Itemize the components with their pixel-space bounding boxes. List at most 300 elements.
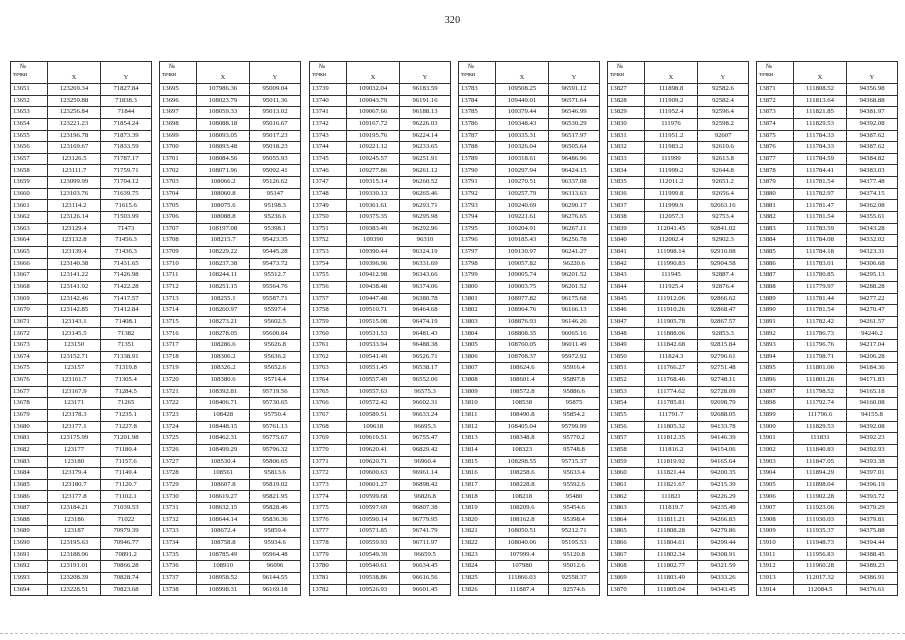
point-number-cell: 13819 xyxy=(459,503,496,515)
point-number-cell: 13901 xyxy=(757,433,794,445)
point-number-cell: 13877 xyxy=(757,153,794,165)
table-row xyxy=(310,537,451,549)
x-coordinate-cell: 109551.45 xyxy=(347,363,400,375)
table-row xyxy=(160,305,301,317)
x-coordinate-cell: 111811.21 xyxy=(645,514,698,526)
x-coordinate-cell: 108672.4 xyxy=(197,526,250,538)
point-number-cell: 13733 xyxy=(160,526,197,538)
x-coordinate-cell: 108428 xyxy=(197,409,250,421)
x-coordinate-cell: 123259.88 xyxy=(48,95,101,107)
x-coordinate-cell: 108348.8 xyxy=(496,433,549,445)
y-coordinate-cell: 94343.28 xyxy=(847,223,898,235)
table-row xyxy=(459,118,600,130)
x-coordinate-cell: 111808.28 xyxy=(645,526,698,538)
point-number-cell: 13838 xyxy=(608,212,645,224)
point-number-cell: 13787 xyxy=(459,130,496,142)
y-coordinate-cell: 94393.38 xyxy=(847,456,898,468)
table-row xyxy=(757,456,898,468)
y-coordinate-cell: 71265 xyxy=(101,398,152,410)
x-coordinate-cell: 109375.35 xyxy=(347,212,400,224)
y-coordinate-cell: 94397.01 xyxy=(847,468,898,480)
y-coordinate-cell: 95750.4 xyxy=(250,409,301,421)
x-coordinate-cell: 111998.14 xyxy=(645,246,698,258)
header-point-number xyxy=(11,62,48,84)
x-coordinate-cell: 112041.45 xyxy=(645,223,698,235)
y-coordinate-cell: 95009.04 xyxy=(250,84,301,96)
y-coordinate-cell: 95836.36 xyxy=(250,514,301,526)
y-coordinate-cell: 94246.2 xyxy=(847,328,898,340)
y-coordinate-cell: 71102.1 xyxy=(101,491,152,503)
x-coordinate-cell: 111842.68 xyxy=(645,340,698,352)
point-number-cell: 13759 xyxy=(310,316,347,328)
table-row xyxy=(11,561,152,573)
point-number-cell: 13890 xyxy=(757,305,794,317)
point-number-cell: 13701 xyxy=(160,153,197,165)
table-row xyxy=(160,340,301,352)
x-coordinate-cell: 108760.05 xyxy=(496,340,549,352)
x-coordinate-cell: 123126.5 xyxy=(48,153,101,165)
table-header-row xyxy=(757,62,898,84)
coordinate-table xyxy=(10,61,148,596)
y-coordinate-cell: 95761.13 xyxy=(250,421,301,433)
table-row xyxy=(310,305,451,317)
x-coordinate-cell: 109531.53 xyxy=(347,328,400,340)
y-coordinate-cell: 95813.6 xyxy=(250,468,301,480)
point-number-cell: 13697 xyxy=(160,107,197,119)
table-row xyxy=(310,479,451,491)
table-row xyxy=(310,561,451,573)
x-coordinate-cell: 111847.05 xyxy=(794,456,847,468)
table-row xyxy=(160,223,301,235)
point-number-cell: 13869 xyxy=(608,572,645,584)
y-coordinate-cell: 71157.6 xyxy=(101,456,152,468)
x-coordinate-cell: 108406.71 xyxy=(197,398,250,410)
x-coordinate-cell: 109449.01 xyxy=(496,95,549,107)
table-row xyxy=(160,351,301,363)
table-row xyxy=(757,421,898,433)
table-row xyxy=(310,503,451,515)
x-coordinate-cell: 112002.4 xyxy=(645,235,698,247)
table-row xyxy=(608,107,749,119)
x-coordinate-cell: 108093.48 xyxy=(197,142,250,154)
x-coordinate-cell: 111923.06 xyxy=(794,503,847,515)
y-coordinate-cell: 71039.53 xyxy=(101,503,152,515)
x-coordinate-cell: 108197.08 xyxy=(197,223,250,235)
table-row xyxy=(608,421,749,433)
table-row xyxy=(459,351,600,363)
table-header-row xyxy=(459,62,600,84)
header-num-word: точки xyxy=(312,72,327,78)
point-number-cell: 13799 xyxy=(459,270,496,282)
point-number-cell: 13830 xyxy=(608,118,645,130)
y-coordinate-cell: 92728.09 xyxy=(698,386,749,398)
point-number-cell: 13804 xyxy=(459,328,496,340)
x-coordinate-cell: 123228.51 xyxy=(48,584,101,596)
x-coordinate-cell: 111784.33 xyxy=(794,130,847,142)
point-number-cell: 13821 xyxy=(459,526,496,538)
point-number-cell: 13905 xyxy=(757,479,794,491)
table-row xyxy=(608,561,749,573)
table-row xyxy=(160,549,301,561)
point-number-cell: 13744 xyxy=(310,142,347,154)
table-row xyxy=(608,491,749,503)
x-coordinate-cell: 108278.05 xyxy=(197,328,250,340)
table-row xyxy=(459,386,600,398)
table-row xyxy=(757,375,898,387)
x-coordinate-cell: 111782.97 xyxy=(794,188,847,200)
y-coordinate-cell: 94379.29 xyxy=(847,503,898,515)
x-coordinate-cell: 108040.06 xyxy=(496,537,549,549)
x-coordinate-cell: 108708.37 xyxy=(496,351,549,363)
x-coordinate-cell: 109057.82 xyxy=(496,258,549,270)
table-row xyxy=(310,107,451,119)
y-coordinate-cell: 96233.65 xyxy=(400,142,451,154)
point-number-cell: 13720 xyxy=(160,375,197,387)
point-number-cell: 13724 xyxy=(160,421,197,433)
y-coordinate-cell: 92651.2 xyxy=(698,177,749,189)
table-row xyxy=(160,433,301,445)
table-row xyxy=(459,514,600,526)
y-coordinate-cell: 92607 xyxy=(698,130,749,142)
y-coordinate-cell: 94165.64 xyxy=(698,456,749,468)
x-coordinate-cell: 111805.32 xyxy=(645,421,698,433)
table-row xyxy=(310,200,451,212)
point-number-cell: 13826 xyxy=(459,584,496,596)
point-number-cell: 13745 xyxy=(310,153,347,165)
point-number-cell: 13689 xyxy=(11,526,48,538)
point-number-cell: 13704 xyxy=(160,188,197,200)
x-coordinate-cell: 111798.52 xyxy=(794,386,847,398)
y-coordinate-cell: 95828.46 xyxy=(250,503,301,515)
x-coordinate-cell: 108084.56 xyxy=(197,153,250,165)
point-number-cell: 13781 xyxy=(310,572,347,584)
y-coordinate-cell: 95398.1 xyxy=(250,223,301,235)
point-number-cell: 13743 xyxy=(310,130,347,142)
x-coordinate-cell: 109572.42 xyxy=(347,398,400,410)
table-row xyxy=(757,293,898,305)
table-row xyxy=(160,514,301,526)
y-coordinate-cell: 95719.56 xyxy=(250,386,301,398)
table-row xyxy=(757,118,898,130)
y-coordinate-cell: 95972.92 xyxy=(549,351,600,363)
table-row xyxy=(459,537,600,549)
x-coordinate-cell: 111781.44 xyxy=(794,293,847,305)
y-coordinate-cell: 96331.69 xyxy=(400,258,451,270)
x-coordinate-cell: 109538.86 xyxy=(347,572,400,584)
y-coordinate-cell: 71319.8 xyxy=(101,363,152,375)
x-coordinate-cell: 109396.96 xyxy=(347,258,400,270)
point-number-cell: 13882 xyxy=(757,212,794,224)
point-number-cell: 13678 xyxy=(11,398,48,410)
table-row xyxy=(160,456,301,468)
table-row xyxy=(11,549,152,561)
y-coordinate-cell: 96741.79 xyxy=(400,526,451,538)
table-row xyxy=(608,223,749,235)
y-coordinate-cell: 95017.23 xyxy=(250,130,301,142)
x-coordinate-cell: 108538 xyxy=(496,398,549,410)
point-number-cell: 13892 xyxy=(757,328,794,340)
points-table xyxy=(10,61,152,596)
point-number-cell: 13784 xyxy=(459,95,496,107)
table-row xyxy=(11,468,152,480)
table-row xyxy=(459,421,600,433)
point-number-cell: 13667 xyxy=(11,270,48,282)
table-row xyxy=(11,281,152,293)
table-row xyxy=(11,188,152,200)
point-number-cell: 13790 xyxy=(459,165,496,177)
point-number-cell: 13860 xyxy=(608,468,645,480)
point-number-cell: 13896 xyxy=(757,375,794,387)
x-coordinate-cell: 123177.1 xyxy=(48,421,101,433)
point-number-cell: 13913 xyxy=(757,572,794,584)
y-coordinate-cell: 71787.17 xyxy=(101,153,152,165)
point-number-cell: 13741 xyxy=(310,107,347,119)
point-number-cell: 13776 xyxy=(310,514,347,526)
x-coordinate-cell: 108632.15 xyxy=(197,503,250,515)
x-coordinate-cell: 123180 xyxy=(48,456,101,468)
point-number-cell: 13910 xyxy=(757,537,794,549)
point-number-cell: 13761 xyxy=(310,340,347,352)
point-number-cell: 13798 xyxy=(459,258,496,270)
table-row xyxy=(11,526,152,538)
point-number-cell: 13856 xyxy=(608,421,645,433)
y-coordinate-cell: 71149.4 xyxy=(101,468,152,480)
table-row xyxy=(608,549,749,561)
y-coordinate-cell: 92904.58 xyxy=(698,258,749,270)
point-number-cell: 13866 xyxy=(608,537,645,549)
table-row xyxy=(608,235,749,247)
point-number-cell: 13731 xyxy=(160,503,197,515)
table-row xyxy=(11,177,152,189)
y-coordinate-cell: 94383.03 xyxy=(847,165,898,177)
table-row xyxy=(11,537,152,549)
x-coordinate-cell: 108229.22 xyxy=(197,246,250,258)
table-row xyxy=(310,328,451,340)
x-coordinate-cell: 108059.33 xyxy=(197,107,250,119)
x-coordinate-cell: 108405.04 xyxy=(496,421,549,433)
table-row xyxy=(310,212,451,224)
x-coordinate-cell: 109032.04 xyxy=(347,84,400,96)
point-number-cell: 13736 xyxy=(160,561,197,573)
x-coordinate-cell: 108462.31 xyxy=(197,433,250,445)
y-coordinate-cell: 94392.93 xyxy=(847,444,898,456)
y-coordinate-cell: 94184.36 xyxy=(847,363,898,375)
point-number-cell: 13788 xyxy=(459,142,496,154)
point-number-cell: 13850 xyxy=(608,351,645,363)
y-coordinate-cell: 92815.84 xyxy=(698,340,749,352)
point-number-cell: 13762 xyxy=(310,351,347,363)
header-num-symbol: № xyxy=(467,63,475,70)
point-number-cell: 13828 xyxy=(608,95,645,107)
point-number-cell: 13757 xyxy=(310,293,347,305)
table-row xyxy=(757,468,898,480)
header-num-symbol: № xyxy=(168,63,176,70)
x-coordinate-cell: 111786.73 xyxy=(794,328,847,340)
point-number-cell: 13855 xyxy=(608,409,645,421)
y-coordinate-cell: 96505.64 xyxy=(549,142,600,154)
table-row xyxy=(608,572,749,584)
x-coordinate-cell: 123152.71 xyxy=(48,351,101,363)
table-row xyxy=(11,223,152,235)
x-coordinate-cell: 111784.59 xyxy=(794,153,847,165)
x-coordinate-cell: 108758.8 xyxy=(197,537,250,549)
y-coordinate-cell: 71854.24 xyxy=(101,118,152,130)
y-coordinate-cell: 96898.42 xyxy=(400,479,451,491)
table-row xyxy=(757,363,898,375)
y-coordinate-cell: 95018.23 xyxy=(250,142,301,154)
x-coordinate-cell: 111999 xyxy=(645,153,698,165)
y-coordinate-cell: 70946.77 xyxy=(101,537,152,549)
y-coordinate-cell: 96144.55 xyxy=(250,572,301,584)
y-coordinate-cell: 94226.29 xyxy=(698,491,749,503)
point-number-cell: 13908 xyxy=(757,514,794,526)
table-row xyxy=(11,293,152,305)
point-number-cell: 13742 xyxy=(310,118,347,130)
table-row xyxy=(459,95,600,107)
point-number-cell: 13829 xyxy=(608,107,645,119)
x-coordinate-cell: 111930.03 xyxy=(794,514,847,526)
x-coordinate-cell: 108162.8 xyxy=(496,514,549,526)
y-coordinate-cell: 95013.02 xyxy=(250,107,301,119)
table-row xyxy=(11,212,152,224)
table-row xyxy=(459,433,600,445)
table-row xyxy=(608,130,749,142)
point-number-cell: 13740 xyxy=(310,95,347,107)
table-row xyxy=(160,84,301,96)
table-row xyxy=(310,468,451,480)
table-row xyxy=(160,386,301,398)
x-coordinate-cell: 109067.66 xyxy=(347,107,400,119)
x-coordinate-cell: 108876.93 xyxy=(496,316,549,328)
point-number-cell: 13730 xyxy=(160,491,197,503)
y-coordinate-cell: 96220.6 xyxy=(549,258,600,270)
point-number-cell: 13796 xyxy=(459,235,496,247)
y-coordinate-cell: 71844 xyxy=(101,107,152,119)
y-coordinate-cell: 94155.8 xyxy=(847,409,898,421)
x-coordinate-cell: 107980 xyxy=(496,561,549,573)
point-number-cell: 13835 xyxy=(608,177,645,189)
x-coordinate-cell: 111952.4 xyxy=(645,107,698,119)
y-coordinate-cell: 94343.45 xyxy=(698,584,749,596)
table-row xyxy=(310,130,451,142)
x-coordinate-cell: 108255.1 xyxy=(197,293,250,305)
y-coordinate-cell: 96380.78 xyxy=(400,293,451,305)
y-coordinate-cell: 71503.99 xyxy=(101,212,152,224)
point-number-cell: 13875 xyxy=(757,130,794,142)
table-row xyxy=(459,572,600,584)
table-row xyxy=(310,95,451,107)
point-number-cell: 13817 xyxy=(459,479,496,491)
y-coordinate-cell: 95011.36 xyxy=(250,95,301,107)
x-coordinate-cell: 108998.31 xyxy=(197,584,250,596)
x-coordinate-cell: 111781.47 xyxy=(794,200,847,212)
y-coordinate-cell: 94355.61 xyxy=(847,212,898,224)
point-number-cell: 13670 xyxy=(11,305,48,317)
x-coordinate-cell: 108298.55 xyxy=(496,456,549,468)
point-number-cell: 13785 xyxy=(459,107,496,119)
table-row xyxy=(757,258,898,270)
table-row xyxy=(11,479,152,491)
point-number-cell: 13718 xyxy=(160,351,197,363)
y-coordinate-cell: 94386.91 xyxy=(847,572,898,584)
x-coordinate-cell: 108448.15 xyxy=(197,421,250,433)
table-row xyxy=(310,188,451,200)
point-number-cell: 13758 xyxy=(310,305,347,317)
point-number-cell: 13810 xyxy=(459,398,496,410)
x-coordinate-cell: 111999.9 xyxy=(645,200,698,212)
point-number-cell: 13708 xyxy=(160,235,197,247)
table-row xyxy=(310,526,451,538)
point-number-cell: 13673 xyxy=(11,340,48,352)
y-coordinate-cell: 94261.57 xyxy=(847,316,898,328)
x-coordinate-cell: 107986.36 xyxy=(197,84,250,96)
y-coordinate-cell: 95602.5 xyxy=(250,316,301,328)
point-number-cell: 13848 xyxy=(608,328,645,340)
header-point-number xyxy=(757,62,794,84)
table-row xyxy=(459,316,600,328)
y-coordinate-cell: 92753.4 xyxy=(698,212,749,224)
y-coordinate-cell: 94368.88 xyxy=(847,95,898,107)
table-row xyxy=(310,514,451,526)
y-coordinate-cell: 92644.8 xyxy=(698,165,749,177)
y-coordinate-cell: 94356.98 xyxy=(847,84,898,96)
y-coordinate-cell: 96224.14 xyxy=(400,130,451,142)
x-coordinate-cell: 123175.99 xyxy=(48,433,101,445)
x-coordinate-cell: 123111.7 xyxy=(48,165,101,177)
y-coordinate-cell: 95859.4 xyxy=(250,526,301,538)
point-number-cell: 13771 xyxy=(310,456,347,468)
table-row xyxy=(608,258,749,270)
point-number-cell: 13752 xyxy=(310,235,347,247)
point-number-cell: 13859 xyxy=(608,456,645,468)
x-coordinate-cell: 109589.51 xyxy=(347,409,400,421)
point-number-cell: 13681 xyxy=(11,433,48,445)
point-number-cell: 13654 xyxy=(11,118,48,130)
y-coordinate-cell: 95120.8 xyxy=(549,549,600,561)
point-number-cell: 13738 xyxy=(160,584,197,596)
y-coordinate-cell: 71180.4 xyxy=(101,444,152,456)
table-row xyxy=(757,340,898,352)
table-row xyxy=(757,212,898,224)
point-number-cell: 13884 xyxy=(757,235,794,247)
y-coordinate-cell: 95398.4 xyxy=(549,514,600,526)
point-number-cell: 13679 xyxy=(11,409,48,421)
table-row xyxy=(310,444,451,456)
y-coordinate-cell: 94333.26 xyxy=(698,572,749,584)
y-coordinate-cell: 94154.06 xyxy=(698,444,749,456)
y-coordinate-cell: 92656.4 xyxy=(698,188,749,200)
x-coordinate-cell: 108808.35 xyxy=(496,328,549,340)
table-row xyxy=(11,363,152,375)
x-coordinate-cell: 111781.54 xyxy=(794,305,847,317)
y-coordinate-cell: 95055.93 xyxy=(250,153,301,165)
table-row xyxy=(459,526,600,538)
table-row xyxy=(459,153,600,165)
y-coordinate-cell: 96183.59 xyxy=(400,84,451,96)
x-coordinate-cell: 109361.61 xyxy=(347,200,400,212)
y-coordinate-cell: 71412.84 xyxy=(101,305,152,317)
header-x: X xyxy=(347,62,400,84)
point-number-cell: 13889 xyxy=(757,293,794,305)
x-coordinate-cell: 108088.18 xyxy=(197,118,250,130)
x-coordinate-cell: 108286.6 xyxy=(197,340,250,352)
point-number-cell: 13783 xyxy=(459,84,496,96)
y-coordinate-cell: 96096 xyxy=(250,561,301,573)
table-row xyxy=(608,584,749,596)
x-coordinate-cell: 108258.6 xyxy=(496,468,549,480)
x-coordinate-cell: 108607.8 xyxy=(197,479,250,491)
point-number-cell: 13729 xyxy=(160,479,197,491)
